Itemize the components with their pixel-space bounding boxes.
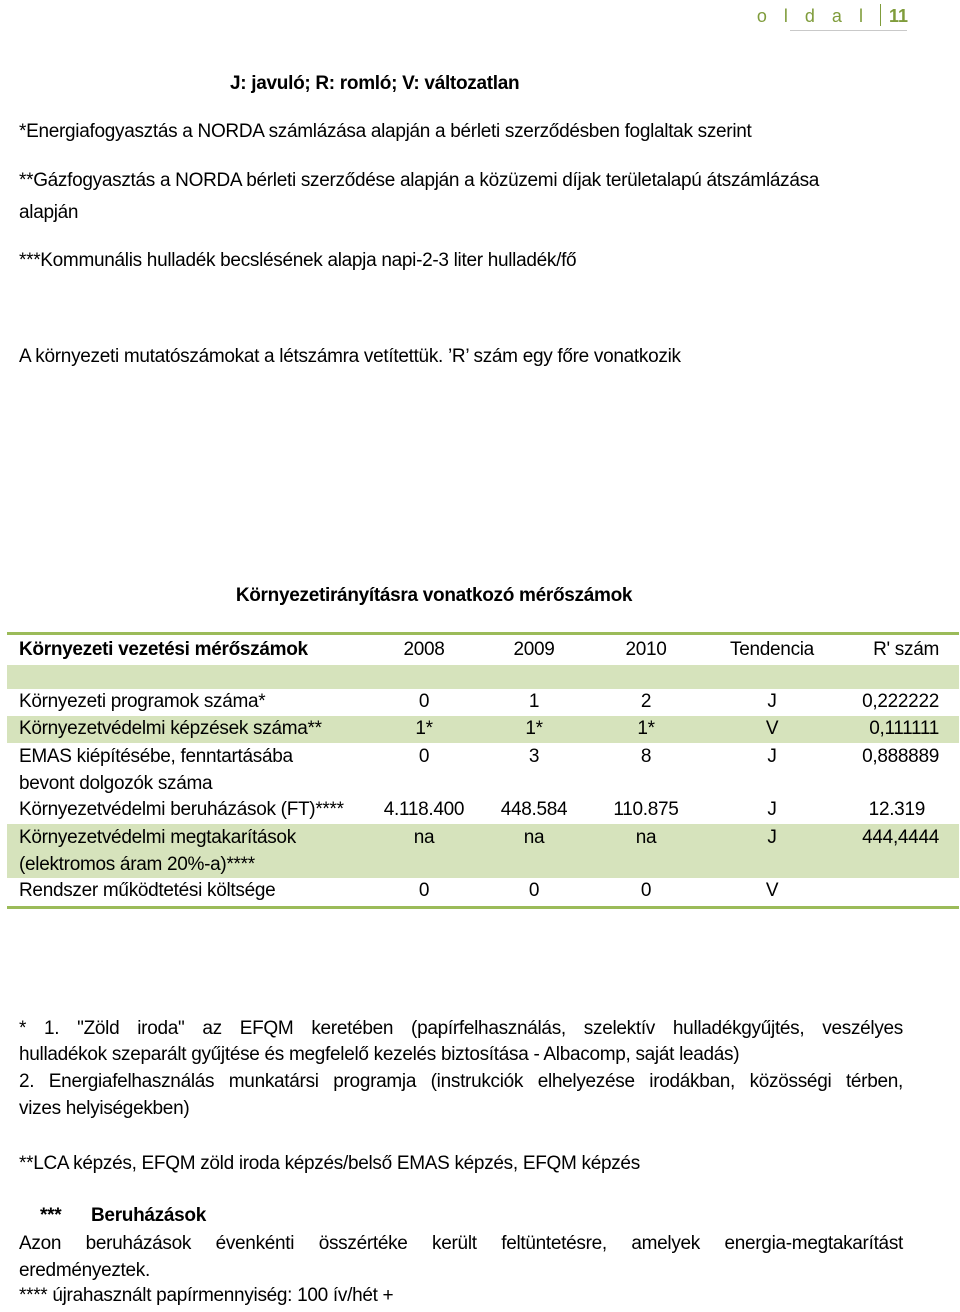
cell-r: 0,222222 xyxy=(862,691,939,712)
cell-2008: 4.118.400 xyxy=(383,799,465,820)
cell-2009: 448.584 xyxy=(500,799,568,820)
cell-2008: 0 xyxy=(418,691,430,712)
row-label-cont: bevont dolgozók száma xyxy=(19,773,213,794)
table-title: Környezetirányításra vonatkozó mérőszámok xyxy=(235,585,633,606)
cell-2010: 110.875 xyxy=(613,799,679,820)
note-gas: **Gázfogyasztás a NORDA bérleti szerződése alapján a közüzemi díjak területalapú átszámlázása xyxy=(19,170,820,191)
page-word: o l d a l xyxy=(756,6,869,26)
cell-2010: na xyxy=(635,827,657,848)
cell-trend: J xyxy=(767,799,777,820)
table-row xyxy=(7,824,959,878)
cell-2009: 0 xyxy=(528,880,540,901)
cell-trend: V xyxy=(765,718,779,739)
cell-2010: 0 xyxy=(640,880,652,901)
footnote3-line1: Azon beruházások évenkénti összértéke került feltüntetésre, amelyek energia-megtakarítást xyxy=(19,1233,903,1254)
header-label: Környezeti vezetési mérőszámok xyxy=(19,639,308,660)
row-label: Környezetvédelmi megtakarítások xyxy=(19,827,296,848)
projection-note: A környezeti mutatószámokat a létszámra vetítettük. ’R’ szám egy főre vonatkozik xyxy=(19,346,681,367)
cell-r: 0,888889 xyxy=(862,746,939,767)
cell-trend: V xyxy=(765,880,779,901)
page-number-header xyxy=(757,4,908,27)
cell-r: 444,4444 xyxy=(862,827,939,848)
cell-2010: 2 xyxy=(640,691,652,712)
table-row xyxy=(7,716,959,743)
note-energy: *Energiafogyasztás a NORDA számlázása alapján a bérleti szerződésben foglaltak szerint xyxy=(19,121,752,142)
footnote3-title: Beruházások xyxy=(91,1205,206,1226)
header-rule xyxy=(790,30,907,31)
table-header-row xyxy=(7,635,959,665)
cell-2008: 0 xyxy=(418,880,430,901)
cell-2009: na xyxy=(523,827,545,848)
row-label: EMAS kiépítésébe, fenntartásába xyxy=(19,746,293,767)
cell-2008: 0 xyxy=(418,746,430,767)
table-row xyxy=(7,797,959,824)
header-2008: 2008 xyxy=(403,639,445,660)
header-r: R' szám xyxy=(873,639,939,660)
row-label-cont: (elektromos áram 20%-a)**** xyxy=(19,854,255,875)
table-row xyxy=(7,743,959,797)
header-trend: Tendencia xyxy=(730,639,814,660)
cell-r: 12.319 xyxy=(868,799,925,820)
row-label: Rendszer működtetési költsége xyxy=(19,880,276,901)
cell-2008: 1* xyxy=(415,718,433,739)
table-bottom-rule xyxy=(7,906,959,909)
row-label: Környezeti programok száma* xyxy=(19,691,266,712)
row-label: Környezetvédelmi beruházások (FT)**** xyxy=(19,799,344,820)
cell-2009: 1 xyxy=(528,691,540,712)
footnote3-line2: eredményeztek. xyxy=(19,1260,150,1281)
cell-trend: J xyxy=(767,746,777,767)
footnote3-marker: *** xyxy=(40,1205,62,1226)
table-spacer-row xyxy=(7,665,959,689)
footnote1-line2: hulladékok szeparált gyűjtése és megfelelő kezelés biztosítása - Albacomp, saját leadás) xyxy=(19,1044,740,1065)
note-waste: ***Kommunális hulladék becslésének alapja napi-2-3 liter hulladék/fő xyxy=(19,250,577,271)
cell-r: 0,111111 xyxy=(869,718,939,739)
row-label: Környezetvédelmi képzések száma** xyxy=(19,718,322,739)
page-separator xyxy=(880,4,881,26)
cell-2009: 1* xyxy=(525,718,543,739)
cell-2009: 3 xyxy=(528,746,540,767)
header-2009: 2009 xyxy=(513,639,555,660)
footnote1-line4: vizes helyiségekben) xyxy=(19,1098,190,1119)
table-row xyxy=(7,689,959,716)
header-2010: 2010 xyxy=(625,639,667,660)
cell-trend: J xyxy=(767,691,777,712)
page-number: 11 xyxy=(888,6,908,26)
cell-2010: 1* xyxy=(637,718,655,739)
footnote2: **LCA képzés, EFQM zöld iroda képzés/belső EMAS képzés, EFQM képzés xyxy=(19,1153,640,1174)
table-row xyxy=(7,878,959,906)
cell-2010: 8 xyxy=(640,746,652,767)
cell-2008: na xyxy=(413,827,435,848)
cell-trend: J xyxy=(767,827,777,848)
footnote1-line1: * 1. "Zöld iroda" az EFQM keretében (papírfelhasználás, szelektív hulladékgyűjtés, veszélyes xyxy=(19,1018,903,1039)
footnote4: **** újrahasznált papírmennyiség: 100 ív/hét + xyxy=(19,1285,394,1306)
footnote1-line3: 2. Energiafelhasználás munkatársi programja (instrukciók elhelyezése irodákban, közösségi térben, xyxy=(19,1071,903,1092)
legend: J: javuló; R: romló; V: változatlan xyxy=(230,73,520,94)
note-gas-cont: alapján xyxy=(19,202,79,223)
